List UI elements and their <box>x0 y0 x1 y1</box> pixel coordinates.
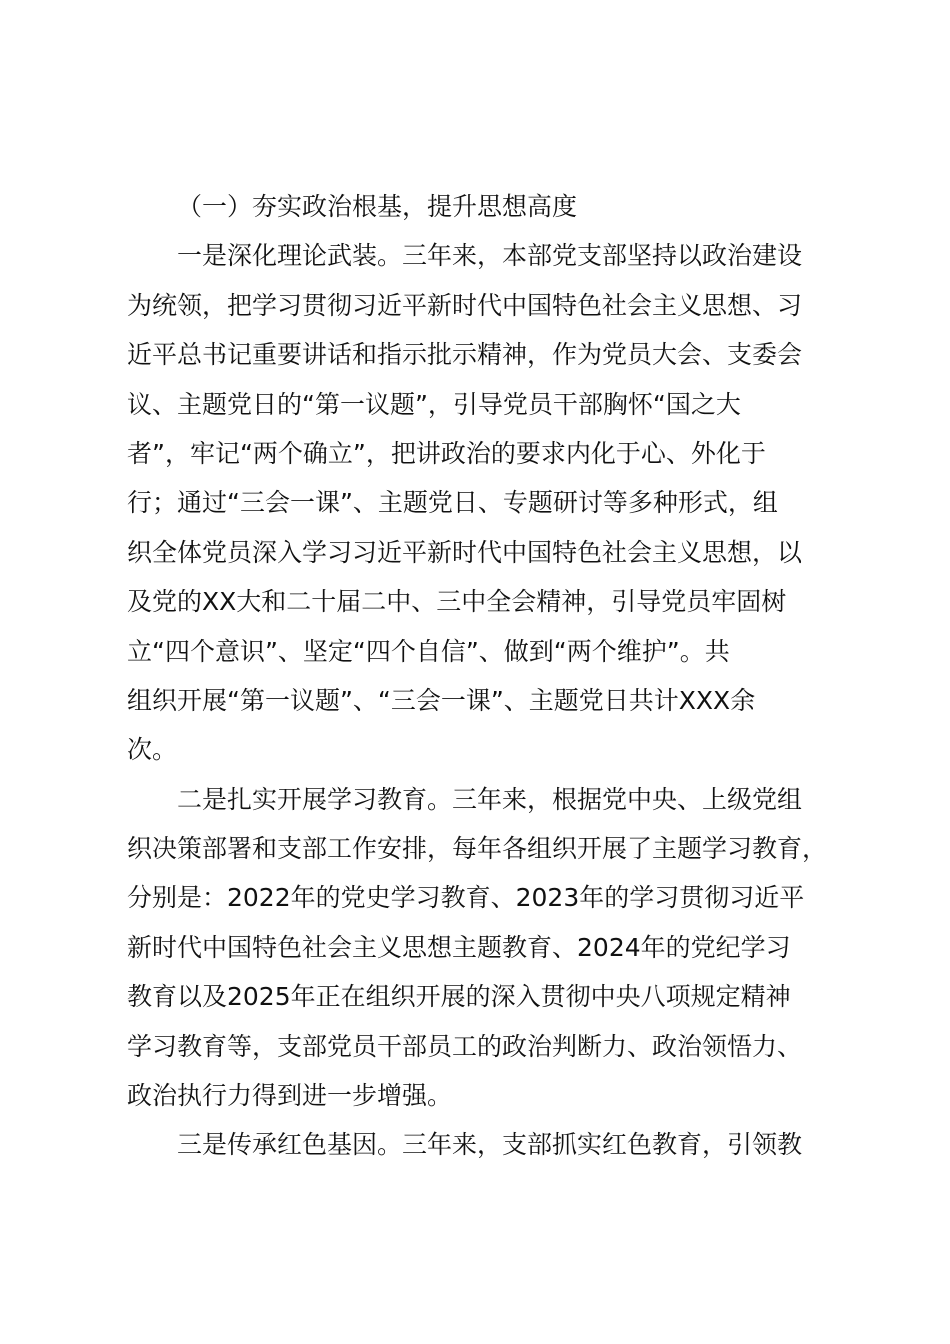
paragraph-2-line: 教育以及2025年正在组织开展的深入贯彻中央八项规定精神 <box>127 982 791 1012</box>
section-heading: （一）夯实政治根基，提升思想高度 <box>177 192 578 221</box>
paragraph-1-line: 近平总书记重要讲话和指示批示精神，作为党员大会、支委会 <box>127 340 803 370</box>
paragraph-2-line: 政治执行力得到进一步增强。 <box>127 1081 453 1111</box>
paragraph-2-line: 织决策部署和支部工作安排，每年各组织开展了主题学习教育， <box>127 834 828 864</box>
paragraph-1-line: 组织开展“第一议题”、“三会一课”、主题党日共计XXX余 <box>127 685 756 715</box>
paragraph-1-line: 次。 <box>127 735 178 765</box>
paragraph-1-line: 者”，牢记“两个确立”，把讲政治的要求内化于心、外化于 <box>127 438 766 468</box>
paragraph-1-line: 行；通过“三会一课”、主题党日、专题研讨等多种形式，组 <box>127 488 778 518</box>
paragraph-2-line: 二是扎实开展学习教育。三年来，根据党中央、上级党组 <box>177 784 803 814</box>
paragraph-1-line: 一是深化理论武装。三年来，本部党支部坚持以政治建设 <box>177 241 803 271</box>
paragraph-1-line: 议、主题党日的“第一议题”，引导党员干部胸怀“国之大 <box>127 389 741 419</box>
paragraph-1-line: 为统领，把学习贯彻习近平新时代中国特色社会主义思想、习 <box>127 290 803 320</box>
paragraph-2-line: 学习教育等，支部党员干部员工的政治判断力、政治领悟力、 <box>127 1031 803 1061</box>
paragraph-2-line: 新时代中国特色社会主义思想主题教育、2024年的党纪学习 <box>127 932 791 962</box>
paragraph-1-line: 立“四个意识”、坚定“四个自信”、做到“两个维护”。共 <box>127 636 730 666</box>
document-body <box>127 182 837 1170</box>
paragraph-2-line: 分别是：2022年的党史学习教育、2023年的学习贯彻习近平 <box>127 883 805 913</box>
paragraph-1-line: 织全体党员深入学习习近平新时代中国特色社会主义思想，以 <box>127 537 803 567</box>
paragraph-3-line: 三是传承红色基因。三年来，支部抓实红色教育，引领教 <box>177 1130 803 1160</box>
paragraph-1-line: 及党的XX大和二十届二中、三中全会精神，引导党员牢固树 <box>127 587 787 617</box>
